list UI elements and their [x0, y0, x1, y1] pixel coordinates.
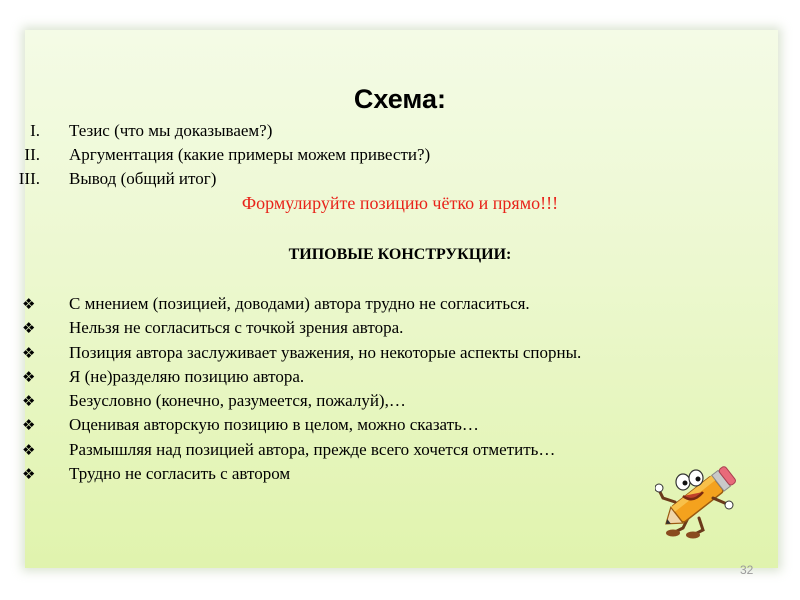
bullet-item	[0, 367, 800, 391]
diamond-bullet-icon: ❖	[22, 295, 36, 313]
list-item-text: Тезис (что мы доказываем?)	[69, 121, 273, 140]
diamond-bullet-icon: ❖	[22, 367, 36, 386]
diamond-bullet-icon: ❖	[22, 319, 36, 338]
bullet-item	[0, 391, 800, 415]
bullet-text: Я (не)разделяю позицию автора.	[69, 366, 305, 386]
diamond-bullet-icon: ❖	[22, 343, 36, 362]
slide-title: Схема:	[353, 84, 447, 114]
numbered-item	[0, 121, 800, 145]
bullet-item	[0, 415, 800, 439]
bullet-text: Безусловно (конечно, разумеется, пожалуй),…	[69, 391, 406, 411]
pencil-mascot-icon	[655, 458, 741, 540]
bullet-item	[0, 318, 800, 342]
diamond-bullet-icon: ❖	[22, 465, 36, 484]
diamond-bullet-icon: ❖	[22, 440, 36, 459]
list-number: I.	[30, 121, 40, 140]
list-number: II.	[24, 145, 40, 164]
list-item-text: Аргументация (какие примеры можем привести?)	[69, 145, 431, 164]
numbered-item	[0, 169, 800, 193]
bullet-text: С мнением (позицией, доводами) автора трудно не согласиться.	[69, 294, 530, 313]
diamond-bullet-icon: ❖	[22, 416, 36, 435]
emphasis-note: Формулируйте позицию чётко и прямо!!!	[241, 193, 559, 213]
numbered-list	[0, 121, 800, 193]
list-number: III.	[18, 169, 40, 188]
bullet-text: Нельзя не согласиться с точкой зрения автора.	[69, 318, 404, 338]
section-subheading: ТИПОВЫЕ КОНСТРУКЦИИ:	[288, 246, 512, 263]
bullet-item	[0, 343, 800, 367]
bullet-text: Оценивая авторскую позицию в целом, можно сказать…	[69, 415, 479, 435]
bullet-text: Позиция автора заслуживает уважения, но некоторые аспекты спорны.	[69, 342, 582, 362]
bullet-item	[0, 294, 800, 318]
diamond-bullet-icon: ❖	[22, 392, 36, 411]
bullet-text: Трудно не согласить с автором	[69, 464, 291, 484]
page-number: 32	[740, 563, 754, 577]
list-item-text: Вывод (общий итог)	[69, 169, 217, 188]
numbered-item	[0, 145, 800, 169]
bullet-text: Размышляя над позицией автора, прежде всего хочется отметить…	[69, 439, 556, 459]
